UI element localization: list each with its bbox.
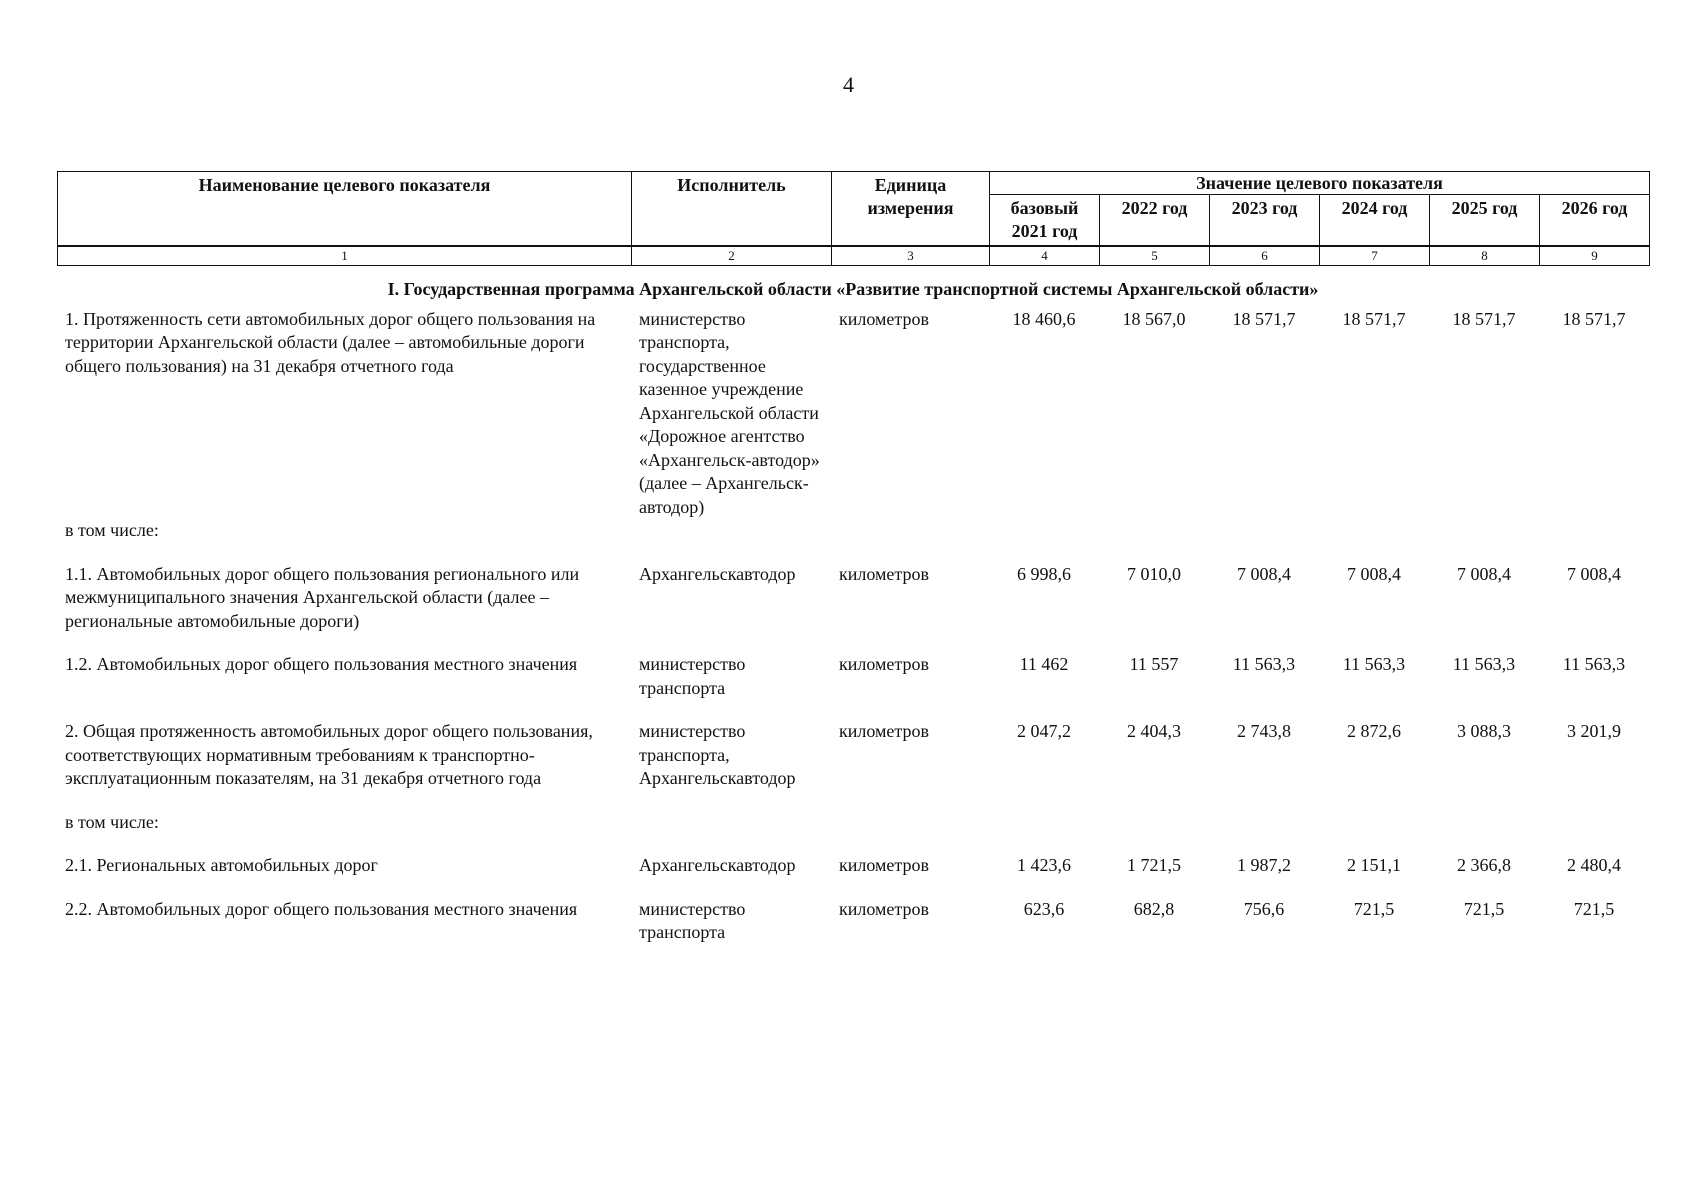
unit: километров — [839, 563, 929, 584]
header-year: 2026 год — [1540, 195, 1650, 247]
unit: километров — [839, 654, 929, 674]
including-label: в том числе: — [65, 811, 159, 832]
value-cell: 6 998,6 — [1017, 563, 1071, 584]
value-cell: 7 010,0 — [1127, 563, 1181, 584]
value-cell: 2 743,8 — [1237, 721, 1291, 741]
value-cell: 11 563,3 — [1342, 654, 1406, 674]
indicator-name: 2.2. Автомобильных дорог общего пользования местного значения — [65, 898, 578, 919]
value-cell: 11 557 — [1129, 654, 1179, 674]
column-number: 3 — [832, 246, 990, 266]
value-cell: 623,6 — [1023, 898, 1065, 919]
header-name: Наименование целевого показателя — [58, 172, 632, 247]
value-cell: 2 047,2 — [1017, 721, 1071, 741]
header-year: 2025 год — [1430, 195, 1540, 247]
indicator-name: 1.2. Автомобильных дорог общего пользования местного значения — [65, 654, 578, 674]
table-row — [57, 898, 1649, 945]
header-year: 2024 год — [1320, 195, 1430, 247]
value-cell: 18 571,7 — [1232, 308, 1296, 329]
unit: километров — [839, 898, 929, 919]
header-year: базовый 2021 год — [990, 195, 1100, 247]
value-cell: 2 151,1 — [1347, 855, 1401, 875]
value-cell: 721,5 — [1573, 898, 1615, 919]
including-label: в том числе: — [65, 520, 159, 540]
executor: Архангельскавтодор — [639, 855, 796, 875]
value-cell: 721,5 — [1463, 898, 1505, 919]
table-row — [57, 720, 1649, 791]
value-cell: 18 460,6 — [1012, 308, 1076, 329]
value-cell: 1 423,6 — [1017, 855, 1071, 875]
executor: министерство транспорта — [639, 898, 746, 942]
value-cell: 2 404,3 — [1127, 721, 1181, 741]
value-cell: 1 721,5 — [1127, 855, 1181, 875]
column-number: 9 — [1540, 246, 1650, 266]
table-row — [57, 854, 1649, 878]
indicator-name: 1. Протяженность сети автомобильных дорог общего пользования на территории Архангельской области (далее – автомобильные дороги общего пользования) на 31 декабря отчетного года — [65, 308, 596, 376]
column-number: 6 — [1210, 246, 1320, 266]
value-cell: 7 008,4 — [1567, 563, 1621, 584]
table-row — [57, 308, 1649, 520]
section-title: I. Государственная программа Архангельской области «Развитие транспортной системы Архангельской области» — [387, 279, 1319, 299]
column-number: 7 — [1320, 246, 1430, 266]
value-cell: 756,6 — [1243, 898, 1285, 919]
value-cell: 3 088,3 — [1457, 721, 1511, 741]
executor: министерство транспорта, государственное казенное учреждение Архангельской области «Дорожное агентство «Архангельск-автодор» (далее – Архангельск-автодор) — [639, 308, 820, 517]
page-number: 4 — [843, 72, 854, 97]
table-row — [57, 653, 1649, 700]
value-cell: 3 201,9 — [1567, 721, 1621, 741]
table-header — [57, 171, 1650, 266]
header-year: 2023 год — [1210, 195, 1320, 247]
value-cell: 11 563,3 — [1452, 654, 1516, 674]
value-cell: 18 571,7 — [1342, 308, 1406, 329]
column-number: 5 — [1100, 246, 1210, 266]
column-number: 8 — [1430, 246, 1540, 266]
value-cell: 7 008,4 — [1457, 563, 1511, 584]
executor: министерство транспорта — [639, 654, 746, 698]
indicator-name: 2.1. Региональных автомобильных дорог — [65, 855, 378, 875]
value-cell: 18 567,0 — [1122, 308, 1186, 329]
unit: километров — [839, 855, 929, 875]
column-number: 1 — [58, 246, 632, 266]
value-cell: 2 480,4 — [1567, 855, 1621, 875]
executor: министерство транспорта, Архангельскавтодор — [639, 721, 796, 788]
header-executor: Исполнитель — [632, 172, 832, 247]
header-year: 2022 год — [1100, 195, 1210, 247]
indicator-name: 1.1. Автомобильных дорог общего пользования регионального или межмуниципального значения Архангельской области (далее – региональные автомобильные дороги) — [65, 563, 580, 631]
value-cell: 11 563,3 — [1562, 654, 1626, 674]
value-cell: 11 563,3 — [1232, 654, 1296, 674]
value-cell: 2 366,8 — [1457, 855, 1511, 875]
unit: километров — [839, 721, 929, 741]
unit: километров — [839, 308, 929, 329]
value-cell: 11 462 — [1019, 654, 1069, 674]
indicator-name: 2. Общая протяженность автомобильных дорог общего пользования, соответствующих нормативным требованиям к транспортно-эксплуатационным показателям, на 31 декабря отчетного года — [65, 721, 593, 788]
value-cell: 18 571,7 — [1452, 308, 1516, 329]
value-cell: 18 571,7 — [1562, 308, 1626, 329]
column-number: 2 — [632, 246, 832, 266]
executor: Архангельскавтодор — [639, 563, 796, 584]
table-row — [57, 563, 1649, 634]
table-body — [57, 278, 1649, 945]
value-cell: 7 008,4 — [1237, 563, 1291, 584]
header-value-group: Значение целевого показателя — [990, 172, 1650, 195]
column-number: 4 — [990, 246, 1100, 266]
value-cell: 721,5 — [1353, 898, 1395, 919]
value-cell: 1 987,2 — [1237, 855, 1291, 875]
value-cell: 2 872,6 — [1347, 721, 1401, 741]
value-cell: 7 008,4 — [1347, 563, 1401, 584]
value-cell: 682,8 — [1133, 898, 1175, 919]
header-unit: Единица измерения — [832, 172, 990, 247]
